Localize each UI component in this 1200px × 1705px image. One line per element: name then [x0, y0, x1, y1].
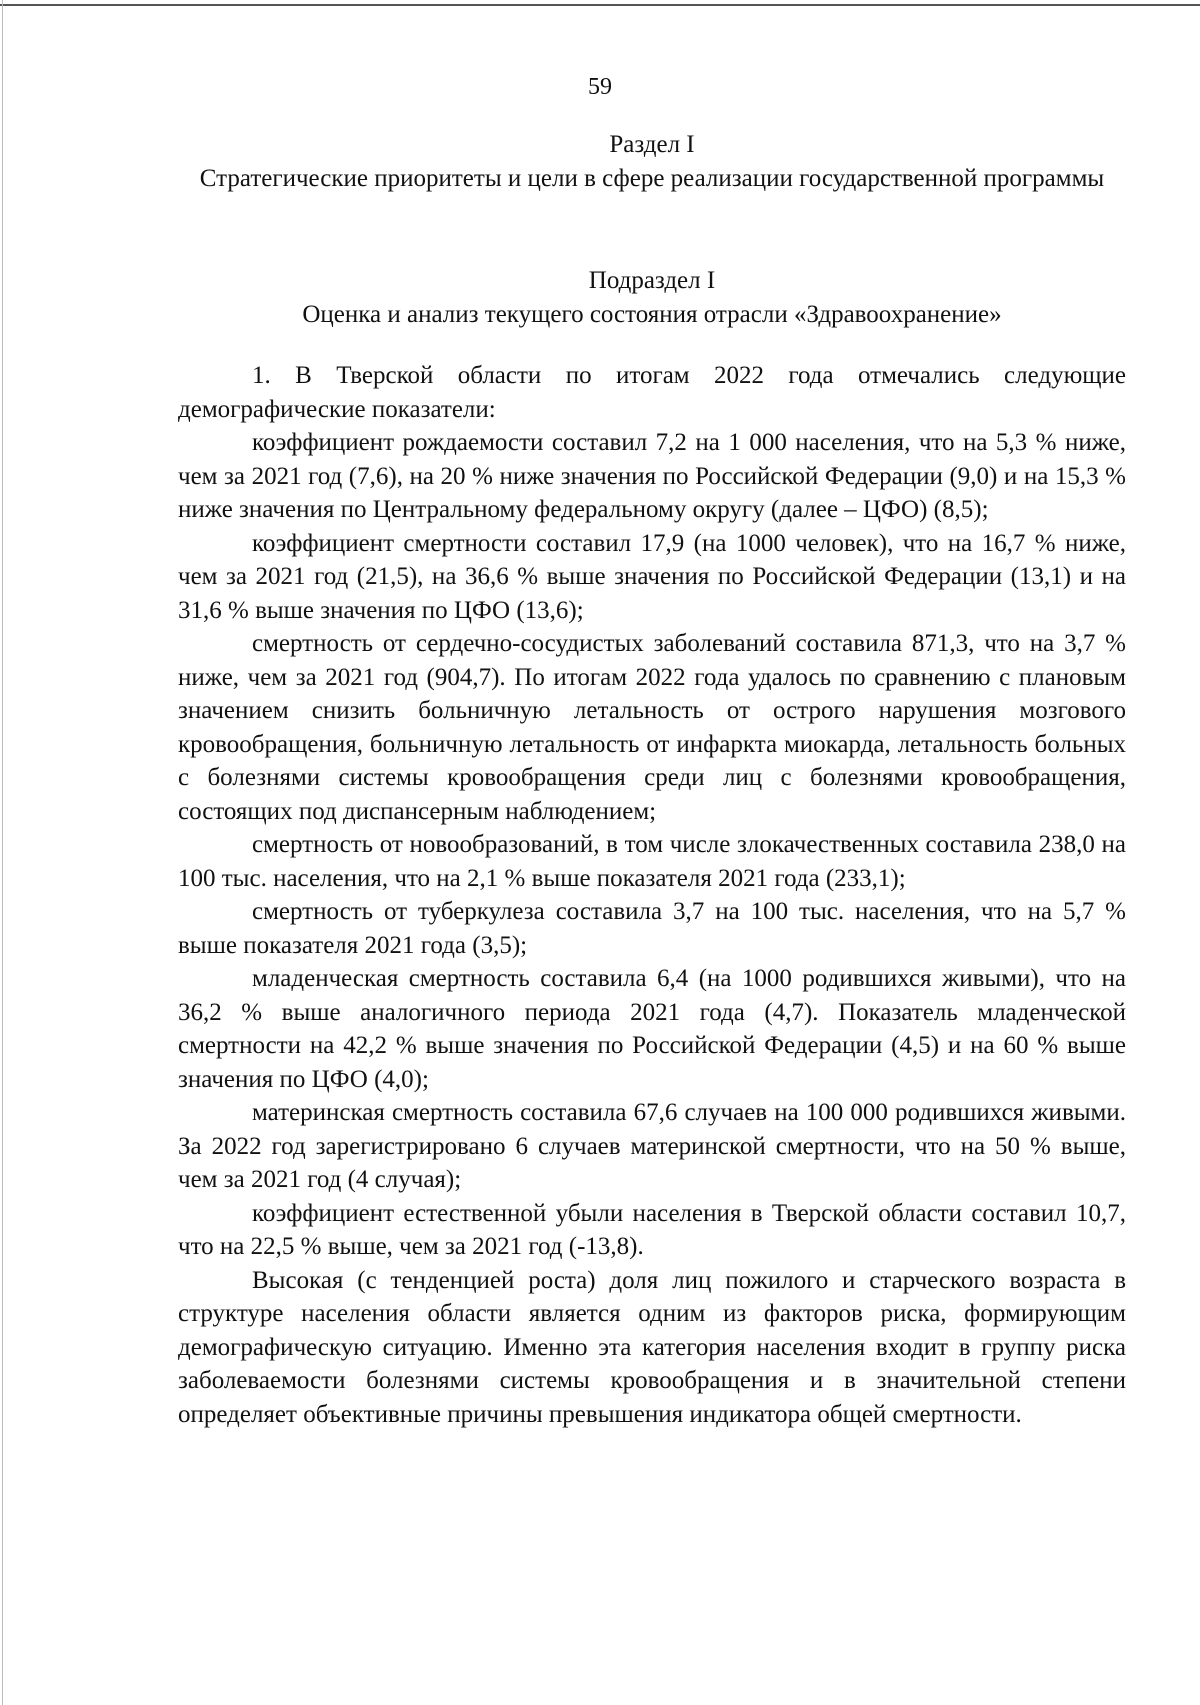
- paragraph-natural-decline: коэффициент естественной убыли населения в Тверской области составил 10,7, что на 22,5 % выше, чем за 2021 год (-13,8).: [178, 1199, 1126, 1260]
- paragraph-elderly-share: Высокая (с тенденцией роста) доля лиц пожилого и старческого возраста в структуре населения области является одним из факторов риска, формирующим демографическую ситуацию. Именно эта категория населения входит в группу риска заболеваемости болезнями системы кровообращения и в значительной степени определяет объективные причины превышения индикатора общей смертности.: [178, 1266, 1126, 1428]
- section-label: Раздел I: [609, 131, 695, 158]
- subsection-title: Оценка и анализ текущего состояния отрасли «Здравоохранение»: [302, 301, 1002, 328]
- paragraph-maternal-mortality: материнская смертность составила 67,6 случаев на 100 000 родившихся живыми. За 2022 год зарегистрировано 6 случаев материнской смертности, что на 50 % выше, чем за 2021 год (4 случая);: [178, 1099, 1126, 1193]
- body-text: [178, 359, 1126, 1431]
- paragraph-neoplasms: смертность от новообразований, в том числе злокачественных составила 238,0 на 100 тыс. населения, что на 2,1 % выше показателя 2021 года (233,1);: [178, 831, 1126, 892]
- paragraph-infant-mortality: младенческая смертность составила 6,4 (на 1000 родившихся живыми), что на 36,2 % выше аналогичного периода 2021 года (4,7). Показатель младенческой смертности на 42,2 % выше значения по Российской Федерации (4,5) и на 60 % выше значения по ЦФО (4,0);: [178, 965, 1126, 1093]
- paragraph-mortality-rate: коэффициент смертности составил 17,9 (на 1000 человек), что на 16,7 % ниже, чем за 2021 год (21,5), на 36,6 % выше значения по Российской Федерации (13,1) и на 31,6 % выше значения по ЦФО (13,6);: [178, 529, 1126, 624]
- paragraph-tuberculosis: смертность от туберкулеза составила 3,7 на 100 тыс. населения, что на 5,7 % выше показателя 2021 года (3,5);: [178, 898, 1126, 959]
- paragraph-intro: 1. В Тверской области по итогам 2022 года отмечались следующие демографические показатели:: [178, 362, 1126, 423]
- section-title: Стратегические приоритеты и цели в сфере реализации государственной программы: [199, 165, 1105, 192]
- subsection-label: Подраздел I: [588, 267, 716, 294]
- scan-top-edge: [0, 4, 1200, 6]
- page-number: 59: [588, 74, 612, 100]
- paragraph-cardiovascular: смертность от сердечно-сосудистых заболеваний составила 871,3, что на 3,7 % ниже, чем за 2021 год (904,7). По итогам 2022 года удалось по сравнению с плановым значением снизить больничную летальность от острого нарушения мозгового кровообращения, больничную летальность от инфаркта миокарда, летальность больных с болезнями системы кровообращения среди лиц с болезнями кровообращения, состоящих под диспансерным наблюдением;: [178, 630, 1126, 825]
- paragraph-birth-rate: коэффициент рождаемости составил 7,2 на 1 000 населения, что на 5,3 % ниже, чем за 2021 год (7,6), на 20 % ниже значения по Российской Федерации (9,0) и на 15,3 % ниже значения по Центральному федеральному округу (далее – ЦФО) (8,5);: [178, 429, 1126, 523]
- scan-left-edge: [2, 0, 3, 1705]
